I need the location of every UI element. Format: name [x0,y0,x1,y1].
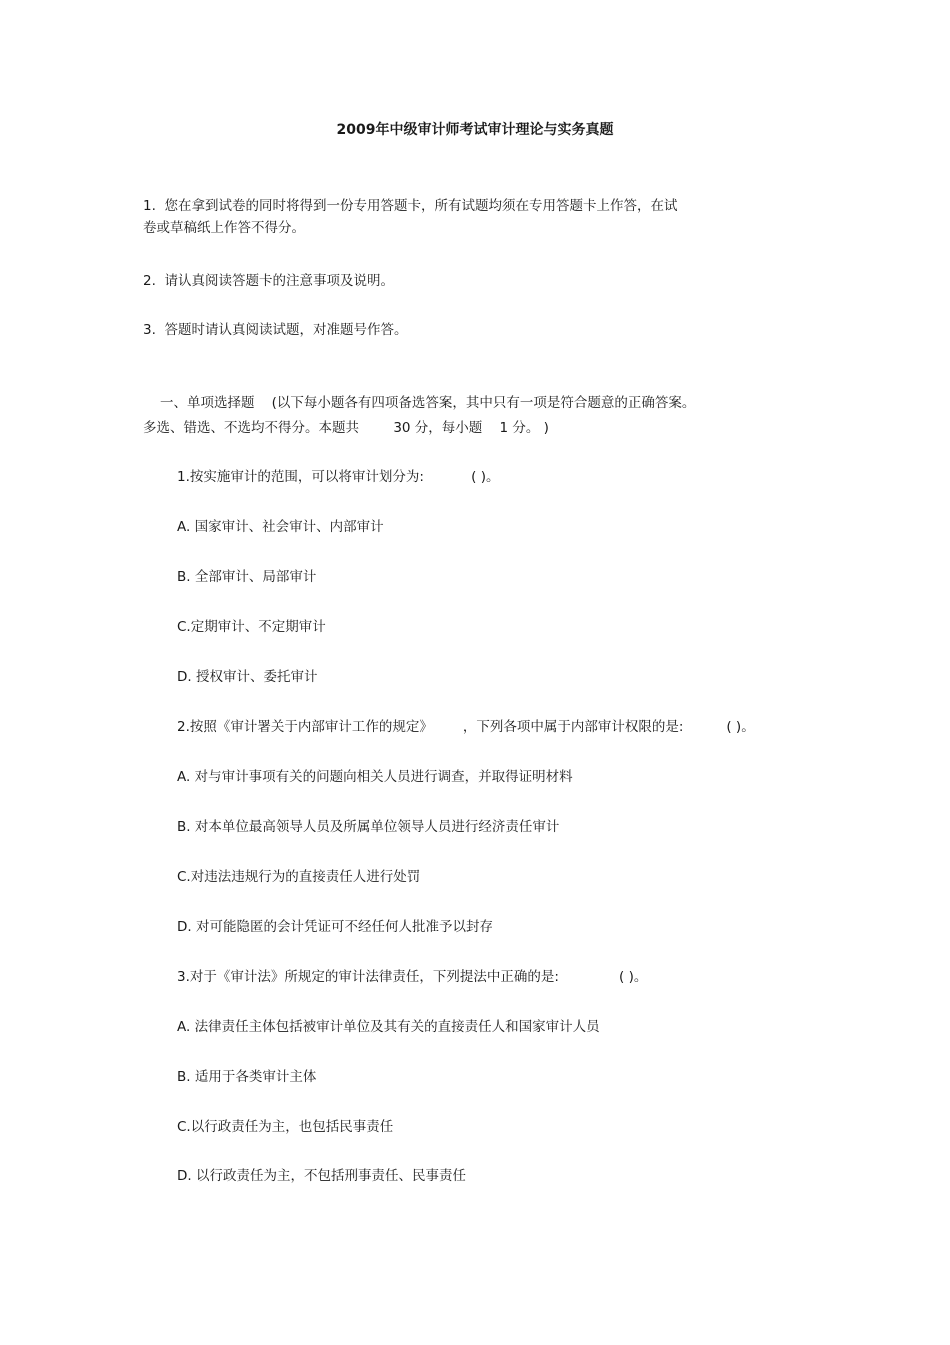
question-2-option-c: C.对违法违规行为的直接责任人进行处罚 [177,869,421,885]
document-title: 2009年中级审计师考试审计理论与实务真题 [336,122,614,138]
question-3-option-c: C.以行政责任为主，也包括民事责任 [177,1119,394,1135]
question-3-option-a: A. 法律责任主体包括被审计单位及其有关的直接责任人和国家审计人员 [177,1019,600,1035]
question-2-option-b: B. 对本单位最高领导人员及所属单位领导人员进行经济责任审计 [177,819,560,835]
notice-1-line2: 卷或草稿纸上作答不得分。 [143,220,305,236]
question-1-option-b: B. 全部审计、局部审计 [177,569,317,585]
question-1-option-d: D. 授权审计、委托审计 [177,669,318,685]
question-3-option-d: D. 以行政责任为主，不包括刑事责任、民事责任 [177,1168,466,1184]
question-1-option-c: C.定期审计、不定期审计 [177,619,326,635]
notice-3: 3. 答题时请认真阅读试题，对准题号作答。 [143,322,408,338]
question-2-option-a: A. 对与审计事项有关的问题向相关人员进行调查，并取得证明材料 [177,769,573,785]
question-1-stem: 1.按实施审计的范围，可以将审计划分为: ( )。 [177,469,500,485]
question-1-option-a: A. 国家审计、社会审计、内部审计 [177,519,384,535]
notice-1-line1: 1. 您在拿到试卷的同时将得到一份专用答题卡，所有试题均须在专用答题卡上作答，在试 [143,198,678,214]
notice-2: 2. 请认真阅读答题卡的注意事项及说明。 [143,273,394,289]
question-2-option-d: D. 对可能隐匿的会计凭证可不经任何人批准予以封存 [177,919,493,935]
question-3-option-b: B. 适用于各类审计主体 [177,1069,317,1085]
question-2-stem: 2.按照《审计署关于内部审计工作的规定》 ，下列各项中属于内部审计权限的是: ( )。 [177,719,755,735]
question-3-stem: 3.对于《审计法》所规定的审计法律责任，下列提法中正确的是: ( )。 [177,969,648,985]
section-heading-line2: 多选、错选、不选均不得分。本题共 30 分，每小题 1 分。 ) [143,420,549,436]
section-heading-line1: 一、单项选择题 (以下每小题各有四项备选答案，其中只有一项是符合题意的正确答案。 [160,395,696,411]
